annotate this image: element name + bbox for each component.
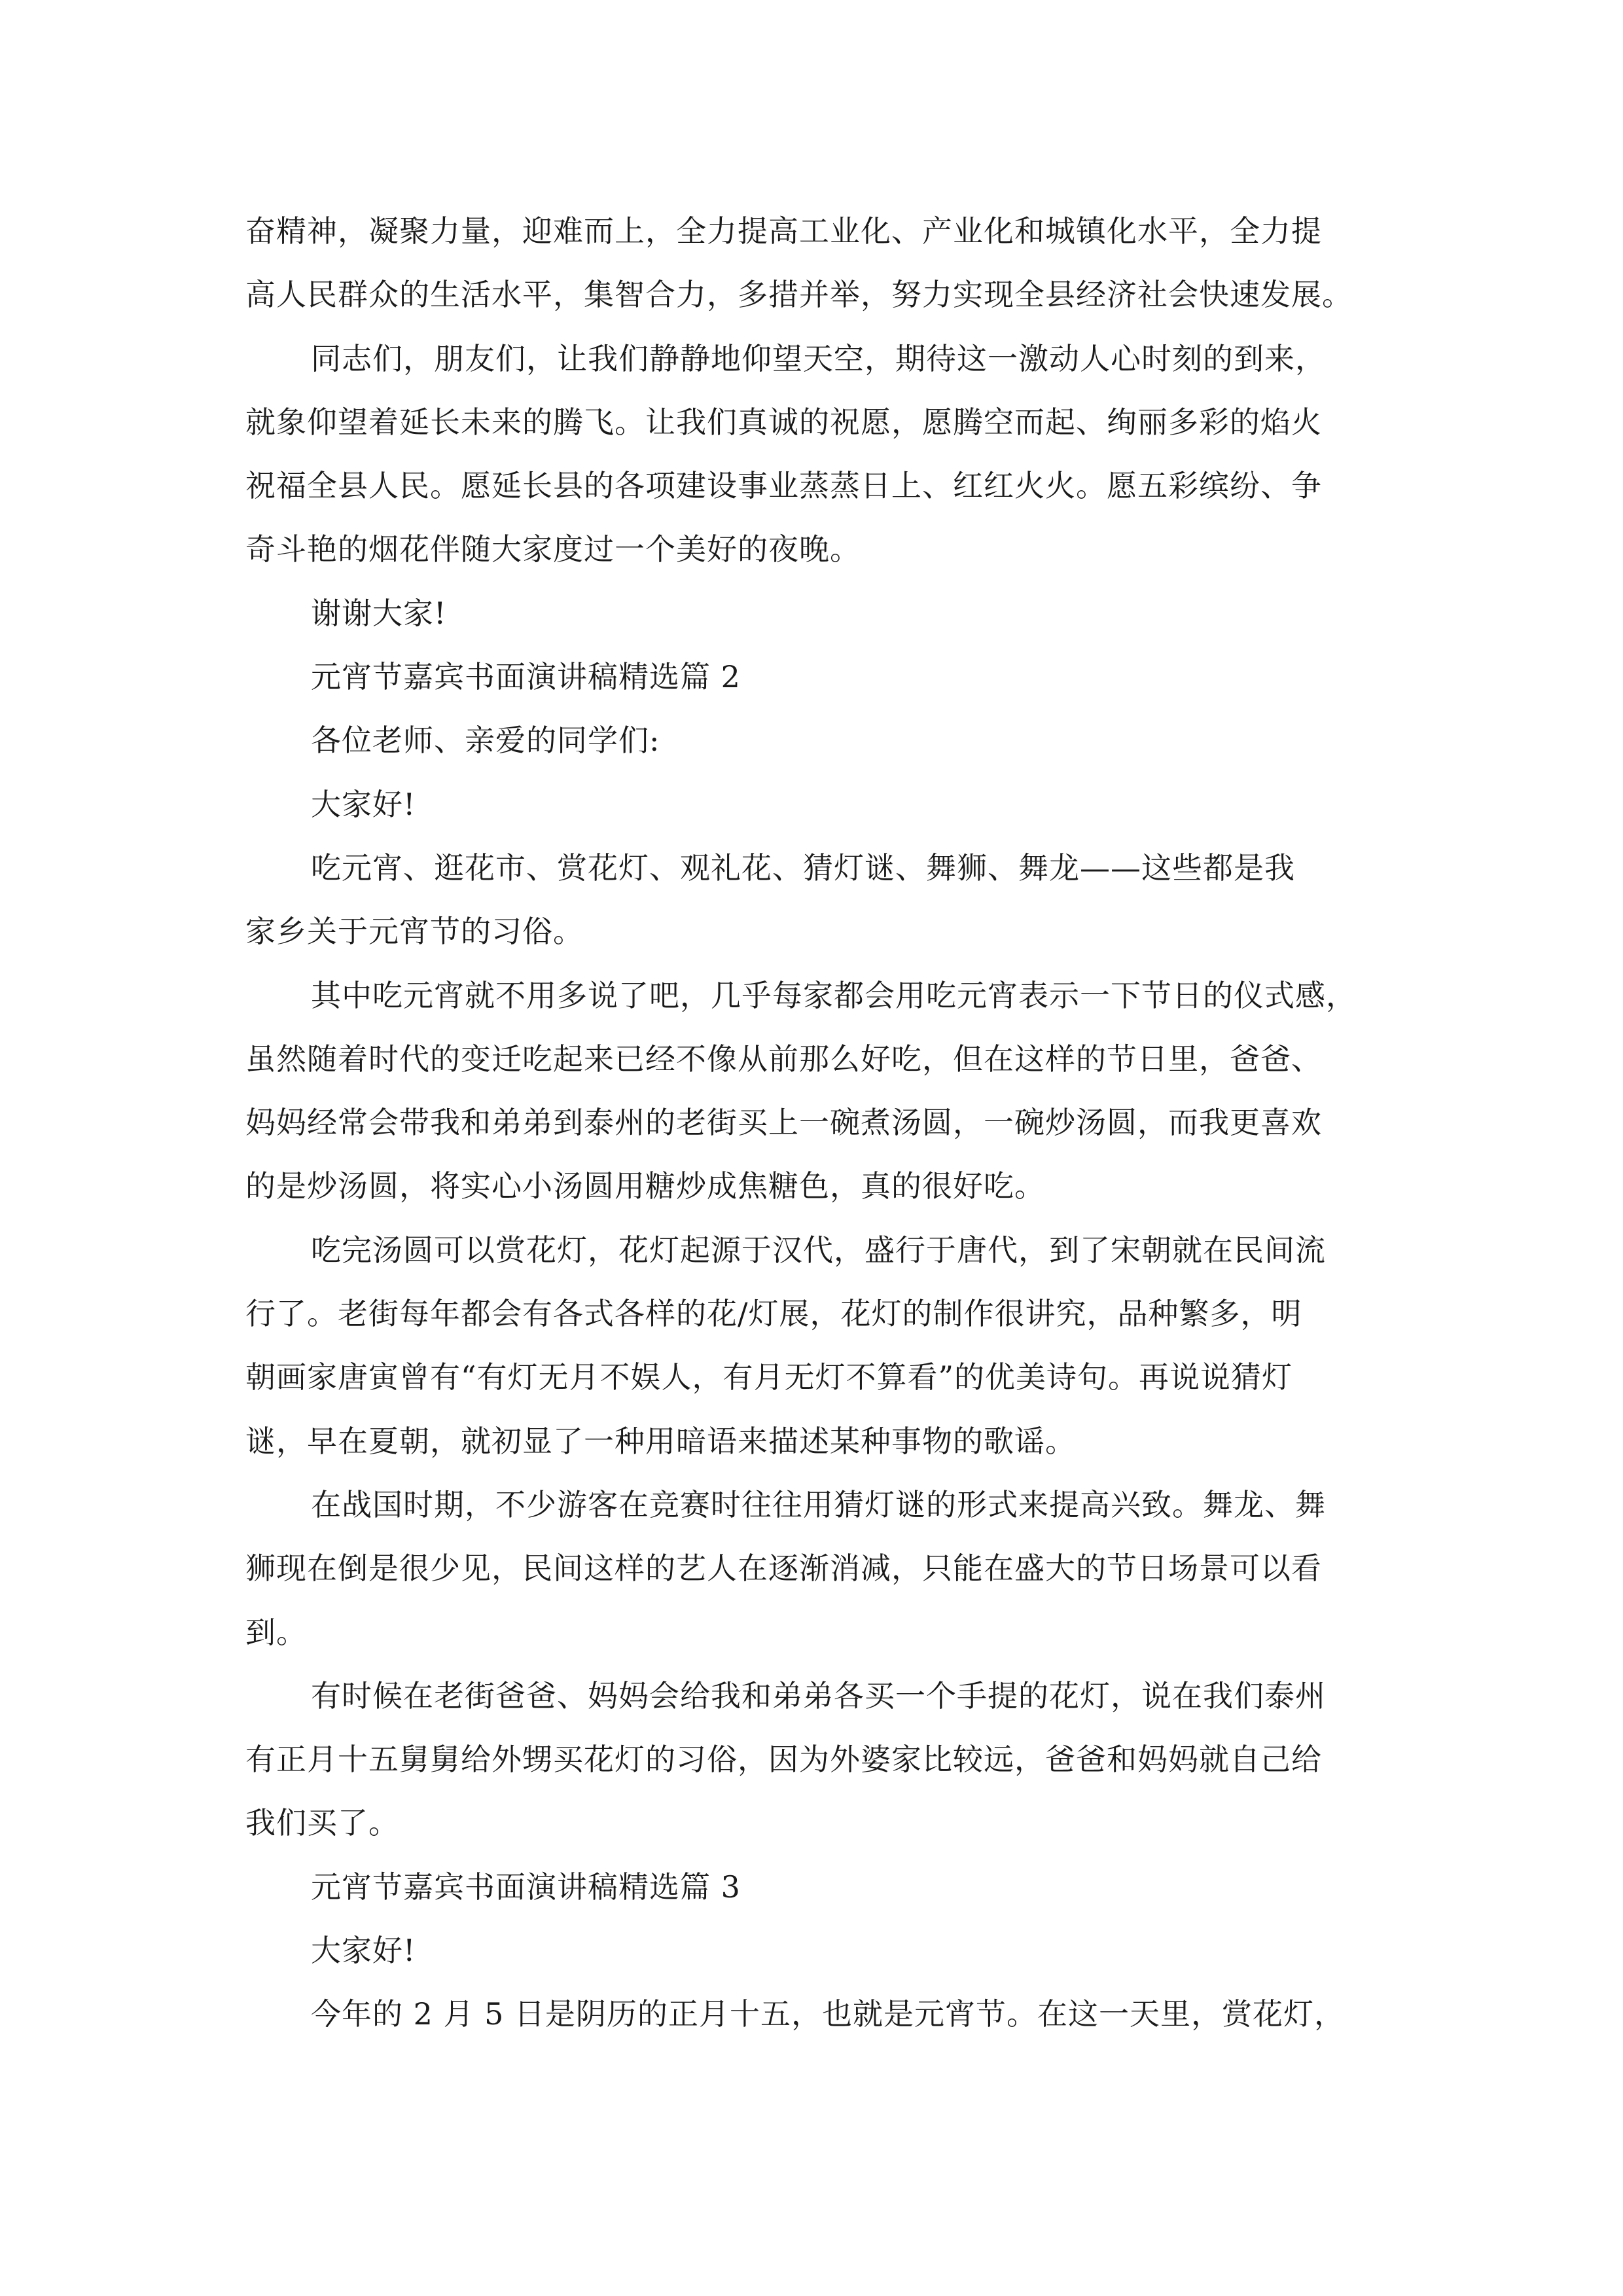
text-line: 奇斗艳的烟花伴随大家度过一个美好的夜晚。	[245, 531, 861, 567]
section-heading: 元宵节嘉宾书面演讲稿精选篇 2	[311, 659, 741, 695]
text-line: 我们买了。	[245, 1805, 399, 1841]
text-line: 同志们，朋友们，让我们静静地仰望天空，期待这一激动人心时刻的到来，	[311, 340, 1326, 376]
text-line: 有时候在老街爸爸、妈妈会给我和弟弟各买一个手提的花灯，说在我们泰州	[311, 1677, 1326, 1713]
text-line: 有正月十五舅舅给外甥买花灯的习俗，因为外婆家比较远，爸爸和妈妈就自己给	[245, 1742, 1322, 1778]
greeting-line: 大家好!	[311, 786, 416, 822]
text-line: 其中吃元宵就不用多说了吧，几乎每家都会用吃元宵表示一下节日的仪式感，	[311, 977, 1357, 1013]
section-heading: 元宵节嘉宾书面演讲稿精选篇 3	[311, 1869, 741, 1905]
text-line: 祝福全县人民。愿延长县的各项建设事业蒸蒸日上、红红火火。愿五彩缤纷、争	[245, 468, 1322, 504]
text-line: 奋精神，凝聚力量，迎难而上，全力提高工业化、产业化和城镇化水平，全力提	[245, 213, 1322, 249]
text-line: 虽然随着时代的变迁吃起来已经不像从前那么好吃，但在这样的节日里，爸爸、	[245, 1041, 1322, 1077]
text-line: 的是炒汤圆，将实心小汤圆用糖炒成焦糖色，真的很好吃。	[245, 1168, 1045, 1204]
text-line: 今年的 2 月 5 日是阴历的正月十五，也就是元宵节。在这一天里，赏花灯，	[311, 1996, 1346, 2032]
text-line: 吃完汤圆可以赏花灯，花灯起源于汉代，盛行于唐代，到了宋朝就在民间流	[311, 1232, 1326, 1268]
text-line: 家乡关于元宵节的习俗。	[245, 914, 584, 950]
text-line: 在战国时期，不少游客在竞赛时往往用猜灯谜的形式来提高兴致。舞龙、舞	[311, 1486, 1326, 1522]
text-line: 吃元宵、逛花市、赏花灯、观礼花、猜灯谜、舞狮、舞龙——这些都是我	[311, 850, 1295, 886]
closing-line: 谢谢大家!	[311, 595, 447, 631]
text-line: 妈妈经常会带我和弟弟到泰州的老街买上一碗煮汤圆，一碗炒汤圆，而我更喜欢	[245, 1105, 1322, 1141]
salutation-line: 各位老师、亲爱的同学们:	[311, 723, 660, 759]
text-line: 朝画家唐寅曾有“有灯无月不娱人，有月无灯不算看”的优美诗句。再说说猜灯	[245, 1359, 1293, 1395]
document-body	[245, 200, 1381, 2047]
text-line: 行了。老街每年都会有各式各样的花/灯展，花灯的制作很讲究，品种繁多，明	[245, 1296, 1302, 1332]
text-line: 谜，早在夏朝，就初显了一种用暗语来描述某种事物的歌谣。	[245, 1423, 1076, 1459]
text-line: 狮现在倒是很少见，民间这样的艺人在逐渐消减，只能在盛大的节日场景可以看	[245, 1551, 1322, 1587]
text-line: 就象仰望着延长未来的腾飞。让我们真诚的祝愿，愿腾空而起、绚丽多彩的焰火	[245, 404, 1322, 440]
text-line: 高人民群众的生活水平，集智合力，多措并举，努力实现全县经济社会快速发展。	[245, 277, 1353, 313]
text-line: 到。	[245, 1614, 307, 1650]
greeting-line: 大家好!	[311, 1933, 416, 1969]
